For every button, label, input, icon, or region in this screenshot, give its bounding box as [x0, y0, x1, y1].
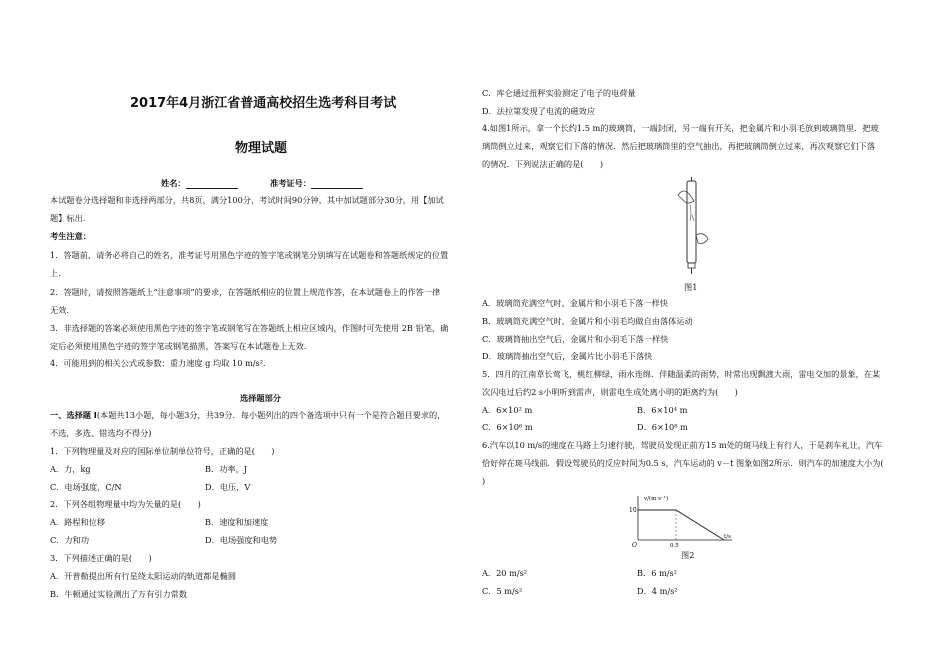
notice-item: 无效. — [50, 305, 69, 315]
option-row — [50, 464, 248, 475]
part1-instruction: 不选，多选、错选均不得分) — [50, 428, 152, 438]
option: C．库仑通过扭秤实验测定了电子的电荷量 — [482, 88, 636, 98]
option: D．6×10⁸ m — [637, 422, 688, 432]
y-axis-label: v/(m·s⁻¹) — [644, 496, 669, 502]
notice-item: 上. — [50, 268, 61, 278]
option: B．牛顿通过实验测出了万有引力常数 — [50, 589, 188, 599]
exam-no-blank — [311, 179, 363, 189]
option-row — [50, 517, 269, 528]
option: B．6×10⁴ m — [637, 405, 688, 415]
notice-item: 定后必须使用黑色字迹的签字笔或钢笔描黑，答案写在本试题卷上无效. — [50, 341, 307, 351]
part1-text: (本题共13小题，每小题3分，共39分．每小题列出的四个备选项中只有一个是符合题目要求的， — [96, 410, 446, 420]
x-axis-label: t/s — [724, 534, 731, 540]
question-stem: 4.如图1所示，拿一个长约1.5 m的玻璃筒，一端封闭，另一端有开关，把金属片和小羽毛放到玻璃筒里．把玻 — [482, 123, 879, 133]
option: D．电压，V — [205, 482, 251, 492]
question-stem: 5．四月的江南草长莺飞，桃红柳绿，雨水连绵．伴随温柔的雨势，时常出现飘渡大雨，雷电交加的景象，在某 — [482, 369, 881, 379]
exam-no-label: 准考证号： — [270, 178, 311, 188]
notice-item: 1．答题前，请务必将自己的姓名，准考证号用黑色字迹的签字笔或钢笔分别填写在试题卷和答题纸规定的位置 — [50, 250, 449, 260]
option-row — [482, 586, 678, 597]
part1-instruction — [50, 410, 445, 421]
name-field — [161, 178, 238, 189]
notice-item: 4．可能用到的相关公式或参数：重力速度 g 均取 10 m/s². — [50, 358, 266, 368]
option: A．玻璃筒充满空气时，金属片和小羽毛下落一样快 — [482, 298, 669, 308]
option-row — [50, 535, 278, 546]
question-stem: 的情况．下列说法正确的是( ) — [482, 159, 604, 169]
intro-line: 题】标出. — [50, 213, 86, 223]
question-stem: 次闪电过后约2 s小明听到雷声，则雷电生成处离小明的距离约为( ) — [482, 387, 738, 397]
option: B．功率，J — [205, 464, 248, 474]
option: A．路程和位移 — [50, 517, 106, 527]
question-stem: 1．下列物理量及对应的国际单位制单位符号，正确的是( ) — [50, 446, 275, 456]
section-title: 选择题部分 — [240, 393, 281, 403]
option-row — [482, 422, 688, 433]
question-stem: ) — [482, 476, 486, 486]
x-tick-label: 0.5 — [670, 543, 679, 548]
option: A．开普勒提出所有行星绕太阳运动的轨道都是椭圆 — [50, 571, 237, 581]
name-label: 姓名： — [161, 178, 186, 188]
origin-label: O — [632, 542, 637, 548]
vt-line — [638, 510, 724, 540]
name-blank — [186, 179, 238, 189]
figure-caption: 图1 — [684, 282, 698, 292]
intro-line: 本试题卷分选择题和非选择两部分，共8页，满分100分，考试时间90分钟，其中加试题部分30分，用【加试 — [50, 195, 444, 205]
option: A．力，kg — [50, 464, 91, 474]
option: C．6×10⁶ m — [482, 422, 533, 432]
option: D．4 m/s² — [637, 586, 678, 596]
option: D．玻璃筒抽出空气后，金属片比小羽毛下落快 — [482, 351, 653, 361]
option: C．力和功 — [50, 535, 90, 545]
option-row — [482, 405, 688, 416]
exam-no-field — [270, 178, 363, 189]
option-row — [482, 568, 678, 579]
option-row — [50, 482, 251, 493]
page-title: 2017年4月浙江省普通高校招生选考科目考试 — [130, 96, 397, 111]
notice-title: 考生注意： — [50, 231, 91, 241]
option: B．6 m/s² — [637, 568, 678, 578]
option: B．速度和加速度 — [205, 517, 269, 527]
option: C．5 m/s² — [482, 586, 523, 596]
option: A．20 m/s² — [482, 568, 528, 578]
glass-tube-figure — [672, 175, 712, 275]
option: D．法拉第发现了电流的磁效应 — [482, 106, 596, 116]
notice-item: 3．非选择题的答案必须使用黑色字迹的签字笔或钢笔写在答题纸上相应区域内，作图时可先使用 2B 铅笔，确 — [50, 323, 449, 333]
option: B．玻璃筒充满空气时，金属片和小羽毛均做自由落体运动 — [482, 316, 693, 326]
question-stem: 3．下列描述正确的是( ) — [50, 553, 152, 563]
option: C．电场强度，C/N — [50, 482, 122, 492]
question-stem: 璃筒倒立过来，观察它们下落的情况．然后把玻璃筒里的空气抽出，再把玻璃筒倒立过来，再次观察它们下落 — [482, 141, 876, 151]
option: A．6×10² m — [482, 405, 533, 415]
figure-caption: 图2 — [681, 550, 695, 560]
option: D．电场强度和电势 — [205, 535, 278, 545]
vt-graph-figure — [628, 492, 738, 548]
question-stem: 恰好停在斑马线前．假设驾驶员的反应时间为0.5 s，汽车运动的 v－t 图象如图2所示．则汽车的加速度大小为( — [482, 458, 884, 468]
page-subtitle: 物理试题 — [235, 141, 288, 156]
question-stem: 2．下列各组物理量中均为矢量的是( ) — [50, 499, 201, 509]
y-tick-label: 10 — [629, 507, 637, 514]
notice-item: 2．答题时，请按照答题纸上“注意事项”的要求，在答题纸相应的位置上规范作答，在本试题卷上的作答一律 — [50, 287, 441, 297]
option: C．玻璃筒抽出空气后，金属片和小羽毛下落一样快 — [482, 334, 669, 344]
question-stem: 6.汽车以10 m/s的速度在马路上匀速行驶，驾驶员发现正前方15 m处的斑马线上有行人，于是刹车礼让，汽车 — [482, 440, 883, 450]
part1-label: 一、选择题 I — [50, 410, 97, 420]
